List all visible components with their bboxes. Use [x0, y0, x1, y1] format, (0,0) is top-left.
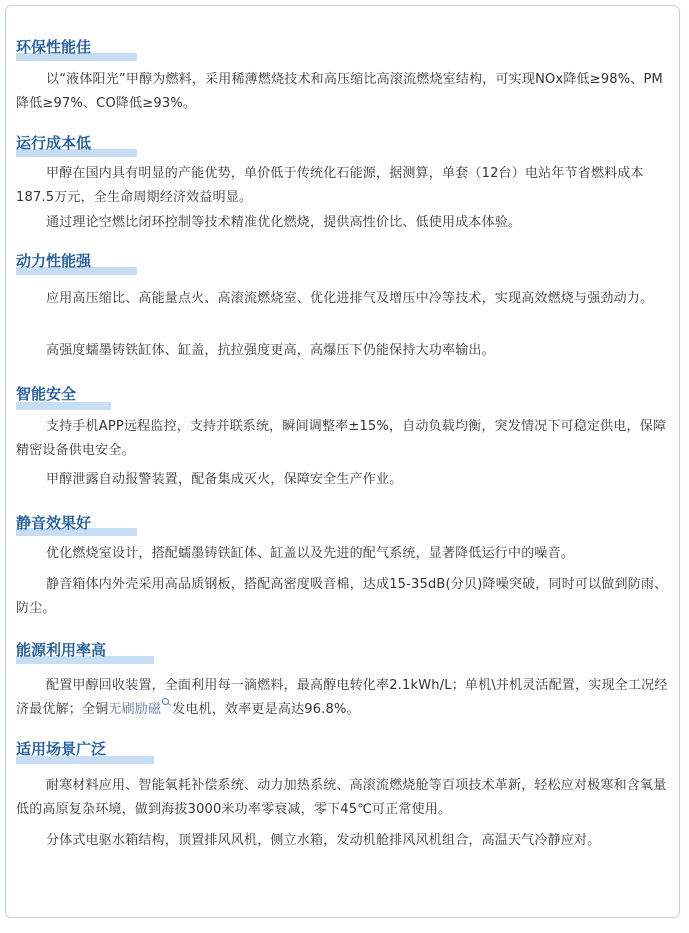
- section-title-scenarios: 适用场景广泛: [16, 740, 107, 758]
- section-paragraph: 静音箱体内外壳采用高品质钢板，搭配高密度吸音棉，达成15-35dB(分贝)降噪突破，同时可以做到防雨、防尘。: [16, 577, 668, 616]
- search-icon[interactable]: [162, 698, 170, 708]
- paragraph-text: 发电机，效率更是高达96.8%。: [172, 702, 360, 717]
- section-paragraph: 耐寒材料应用、智能氧耗补偿系统、动力加热系统、高滚流燃烧舱等百项技术革新，轻松应对极寒和含氧量低的高原复杂环境，做到海拔3000米功率零衰减，零下45℃可正常使用。: [16, 778, 667, 817]
- section-paragraph: 应用高压缩比、高能量点火、高滚流燃烧室、优化进排气及增压中冷等技术，实现高效燃烧与强劲动力。: [46, 291, 654, 306]
- section-paragraph: 以“液体阳光”甲醇为燃料，采用稀薄燃烧技术和高压缩比高滚流燃烧室结构，可实现NOx降低≥98%、PM降低≥97%、CO降低≥93%。: [16, 72, 663, 111]
- section-title-safety: 智能安全: [16, 385, 77, 403]
- section-paragraph: 分体式电驱水箱结构，顶置排风风机，侧立水箱，发动机舱排风风机组合，高温天气冷静应对。: [46, 833, 601, 848]
- paragraph-text: 配置甲醇回收装置，全面利用每一滴燃料，最高醇电转化率2.1kWh/L；单机\并机灵活配置，实现全工况经济最优解；全铜: [16, 678, 668, 717]
- section-title-power: 动力性能强: [16, 252, 92, 270]
- section-paragraph: 高强度蠕墨铸铁缸体、缸盖，抗拉强度更高，高爆压下仍能保持大功率输出。: [46, 343, 495, 358]
- heading-underline: [16, 402, 111, 410]
- brushless-excitation-link[interactable]: 无刷励磁: [108, 702, 162, 717]
- section-title-silent: 静音效果好: [16, 514, 92, 532]
- section-title-efficiency: 能源利用率高: [16, 641, 107, 659]
- section-paragraph: 甲醇在国内具有明显的产能优势，单价低于传统化石能源，据测算，单套（12台）电站年节省燃料成本187.5万元，全生命周期经济效益明显。: [16, 166, 644, 205]
- article-card: [5, 5, 680, 918]
- section-title-cost: 运行成本低: [16, 134, 92, 152]
- section-title-environmental: 环保性能佳: [16, 38, 92, 56]
- section-paragraph: 支持手机APP远程监控，支持并联系统，瞬间调整率±15%，自动负载均衡，突发情况下可稳定供电，保障精密设备供电安全。: [16, 419, 667, 458]
- section-paragraph: 通过理论空燃比闭环控制等技术精准优化燃烧，提供高性价比、低使用成本体验。: [46, 215, 522, 230]
- section-paragraph: 甲醇泄露自动报警装置，配备集成灭火，保障安全生产作业。: [46, 472, 403, 487]
- section-paragraph: 优化燃烧室设计，搭配蠕墨铸铁缸体、缸盖以及先进的配气系统，显著降低运行中的噪音。: [46, 546, 575, 561]
- section-paragraph-efficiency: [16, 674, 671, 722]
